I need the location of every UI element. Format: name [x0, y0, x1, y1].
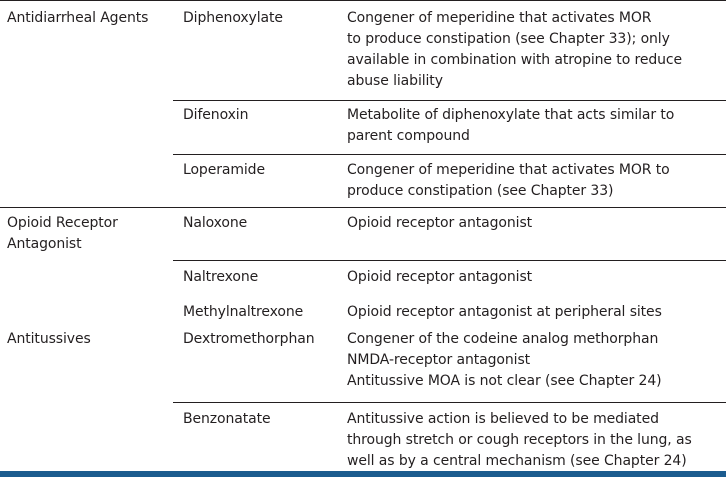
agent-cell: Naloxone	[183, 215, 248, 231]
agent-cell: Benzonatate	[183, 411, 271, 427]
description-line: Opioid receptor antagonist	[347, 269, 533, 285]
description-line: Congener of the codeine analog methorphan	[347, 331, 659, 347]
description-line: available in combination with atropine to reduce	[347, 52, 683, 68]
agent-cell: Methylnaltrexone	[183, 304, 304, 320]
agent-cell: Naltrexone	[183, 269, 259, 285]
description-line: Opioid receptor antagonist	[347, 215, 533, 231]
agent-cell: Difenoxin	[183, 107, 249, 123]
description-line: NMDA-receptor antagonist	[347, 352, 531, 368]
group-divider	[0, 207, 726, 208]
row-divider	[173, 260, 726, 261]
description-line: Opioid receptor antagonist at peripheral sites	[347, 304, 662, 320]
description-line: Antitussive MOA is not clear (see Chapter 24)	[347, 373, 662, 389]
description-line: Metabolite of diphenoxylate that acts similar to	[347, 107, 675, 123]
category-cell: Antidiarrheal Agents	[7, 10, 149, 26]
description-line: to produce constipation (see Chapter 33); only	[347, 31, 670, 47]
agent-cell: Dextromethorphan	[183, 331, 315, 347]
description-line: abuse liability	[347, 73, 443, 89]
category-cell: Antagonist	[7, 236, 82, 252]
row-divider	[173, 154, 726, 155]
row-divider	[173, 402, 726, 403]
agent-cell: Loperamide	[183, 162, 265, 178]
agent-cell: Diphenoxylate	[183, 10, 283, 26]
row-divider	[173, 100, 726, 101]
description-line: Antitussive action is believed to be mediated	[347, 411, 659, 427]
description-line: produce constipation (see Chapter 33)	[347, 183, 614, 199]
description-line: parent compound	[347, 128, 470, 144]
category-cell: Antitussives	[7, 331, 91, 347]
description-line: well as by a central mechanism (see Chapter 24)	[347, 453, 687, 469]
description-line: through stretch or cough receptors in the lung, as	[347, 432, 692, 448]
description-line: Congener of meperidine that activates MOR	[347, 10, 652, 26]
table-top-rule	[0, 0, 726, 1]
category-cell: Opioid Receptor	[7, 215, 118, 231]
description-line: Congener of meperidine that activates MOR to	[347, 162, 670, 178]
